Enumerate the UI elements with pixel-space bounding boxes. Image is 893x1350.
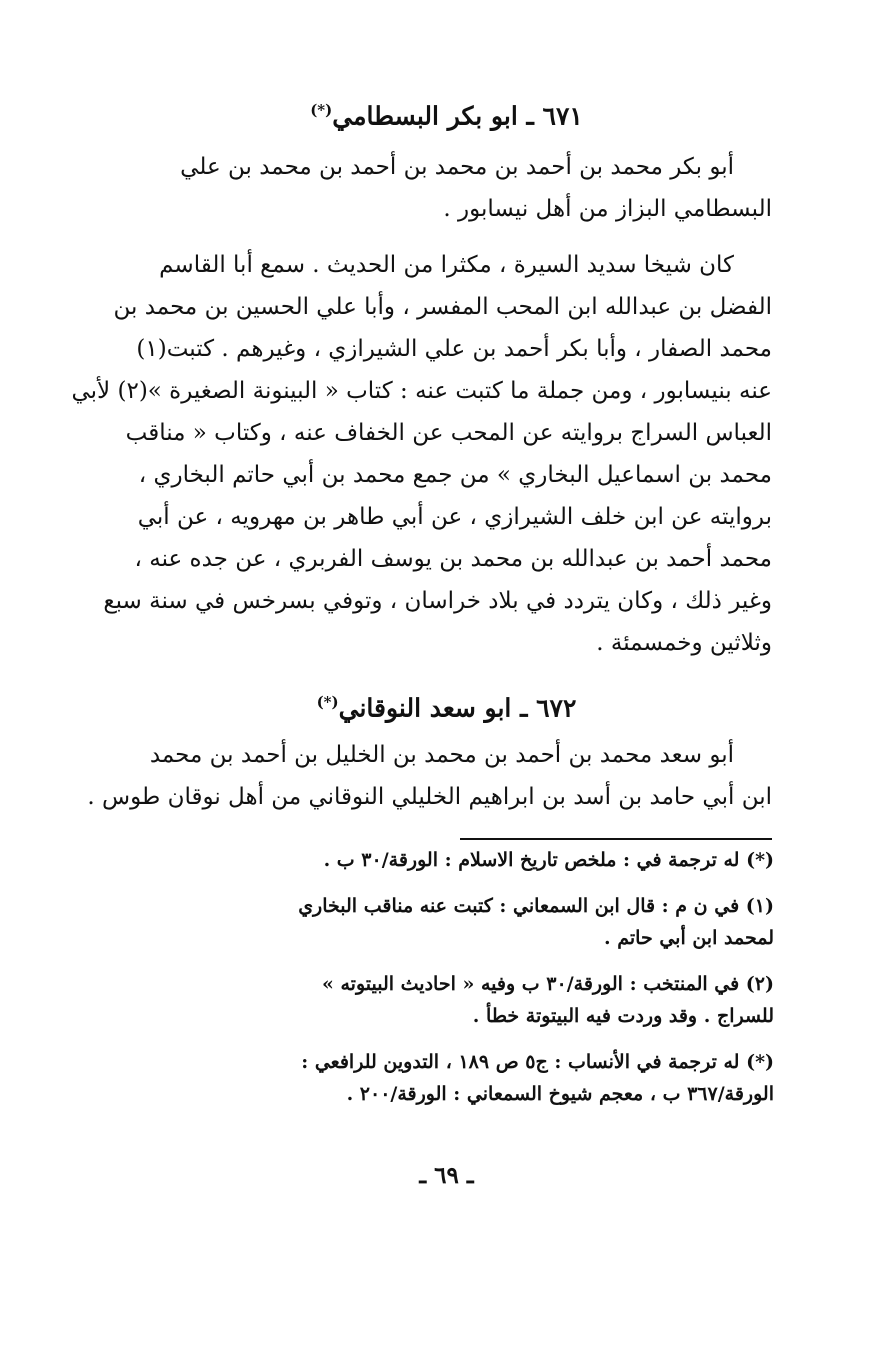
text-line: كان شيخا سديد السيرة ، مكثرا من الحديث . سمع أبا القاسم: [159, 252, 734, 278]
entry-672-heading-text: ٦٧٢ ـ ابو سعد النوقاني: [338, 693, 577, 723]
text-line: العباس السراج بروايته عن المحب عن الخفاف عنه ، وكتاب « مناقب: [125, 420, 772, 446]
text-line: أبو سعد محمد بن أحمد بن محمد بن الخليل بن أحمد بن محمد: [149, 742, 734, 768]
text-line: محمد الصفار ، وأبا بكر أحمد بن علي الشيرازي ، وغيرهم . كتبت(١): [136, 336, 772, 362]
text-line: البسطامي البزاز من أهل نيسابور .: [443, 196, 772, 222]
entry-671-heading: [0, 94, 893, 132]
entry-671-paragraph-2: [71, 244, 772, 664]
text-line: عنه بنيسابور ، ومن جملة ما كتبت عنه : كتاب « البينونة الصغيرة »(٢) لأبي: [71, 378, 772, 404]
entry-672-paragraph-1: [87, 734, 772, 818]
footnotes: [132, 844, 774, 1124]
footnote-1: [132, 844, 774, 876]
footnote-3: [132, 968, 774, 1032]
entry-671-paragraph-1: [138, 146, 772, 230]
footnote-line: للسراج . وقد وردت فيه البيتوتة خطأ .: [472, 1005, 774, 1027]
text-line: الفضل بن عبدالله ابن المحب المفسر ، وأبا علي الحسين بن محمد بن: [113, 294, 772, 320]
entry-672-heading: [0, 686, 893, 724]
footnote-4: [132, 1046, 774, 1110]
entry-671-heading-text: ٦٧١ ـ ابو بكر البسطامي: [332, 101, 583, 131]
entry-672-heading-marker: (*): [316, 693, 339, 711]
entry-671-heading-marker: (*): [310, 101, 333, 119]
footnote-2: [132, 890, 774, 954]
footnote-line: (١) في ن م : قال ابن السمعاني : كتبت عنه مناقب البخاري: [298, 895, 774, 917]
footnote-separator: [460, 838, 772, 840]
text-line: وثلاثين وخمسمئة .: [596, 630, 772, 656]
footnote-line: (*) له ترجمة في الأنساب : ج٥ ص ١٨٩ ، التدوين للرافعي :: [301, 1051, 774, 1073]
page-number: ـ ٦٩ ـ: [419, 1162, 474, 1189]
text-line: وغير ذلك ، وكان يتردد في بلاد خراسان ، وتوفي بسرخس في سنة سبع: [103, 588, 772, 614]
text-line: أبو بكر محمد بن أحمد بن محمد بن أحمد بن محمد بن علي: [180, 154, 734, 180]
text-line: بروايته عن ابن خلف الشيرازي ، عن أبي طاهر بن مهرويه ، عن أبي: [137, 504, 772, 530]
footnote-line: (*) له ترجمة في : ملخص تاريخ الاسلام : الورقة/٣٠ ب .: [323, 849, 774, 871]
text-line: محمد أحمد بن عبدالله بن محمد بن يوسف الفربري ، عن جده عنه ،: [134, 546, 772, 572]
text-line: محمد بن اسماعيل البخاري » من جمع محمد بن أبي حاتم البخاري ،: [138, 462, 772, 488]
footnote-line: لمحمد ابن أبي حاتم .: [604, 927, 774, 949]
text-line: ابن أبي حامد بن أسد بن ابراهيم الخليلي النوقاني من أهل نوقان طوس .: [87, 784, 772, 810]
footnote-line: الورقة/٣٦٧ ب ، معجم شيوخ السمعاني : الورقة/٢٠٠ .: [346, 1083, 774, 1105]
footnote-line: (٢) في المنتخب : الورقة/٣٠ ب وفيه « احاديث البيتوته »: [321, 973, 774, 995]
